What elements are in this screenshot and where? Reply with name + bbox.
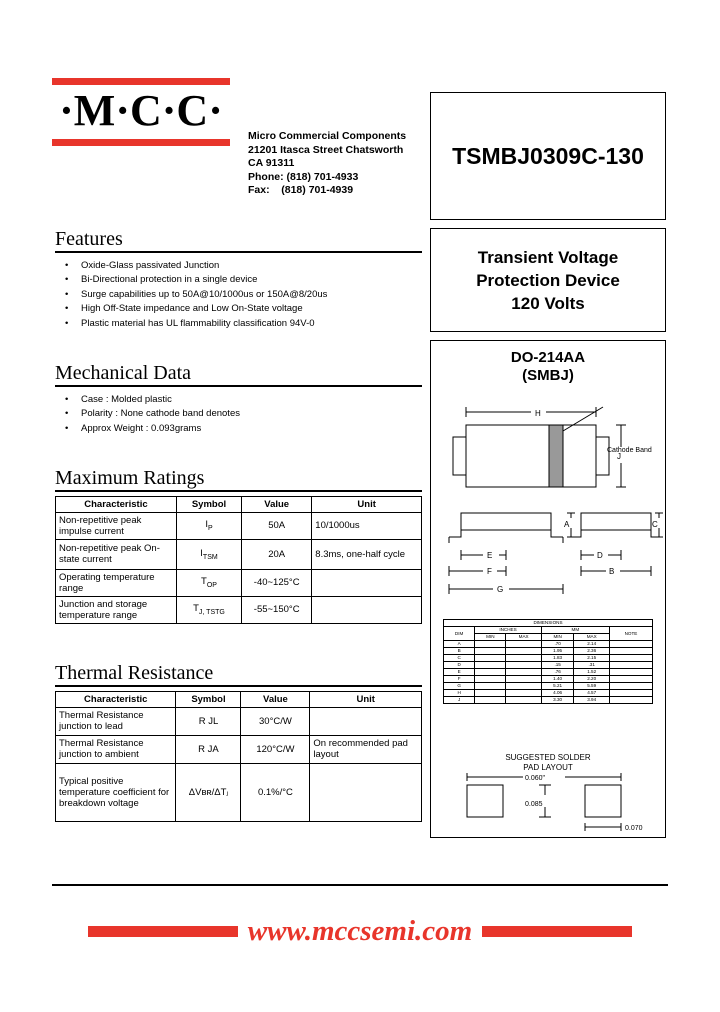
table-row — [444, 683, 653, 690]
cell-characteristic: Thermal Resistance junction to ambient — [56, 735, 176, 763]
table-row — [56, 512, 422, 539]
footer — [0, 915, 720, 948]
table-row — [444, 697, 653, 704]
col-mm-max: MAX — [574, 634, 609, 641]
col-unit: Unit — [312, 496, 422, 512]
cell-note — [609, 697, 652, 704]
company-address — [248, 130, 438, 198]
features-title: Features — [55, 228, 123, 250]
cell-dim: E — [444, 669, 475, 676]
cell-unit — [312, 596, 422, 623]
cell-dim: J — [444, 697, 475, 704]
cell-in-max — [506, 648, 541, 655]
cell-in-max — [506, 669, 541, 676]
mechanical-data-section — [55, 362, 422, 436]
cathode-band-label: Cathode Band — [607, 447, 652, 454]
cell-mm-max: 2.20 — [574, 676, 609, 683]
cell-in-max — [506, 697, 541, 704]
thermal-resistance-section — [55, 662, 422, 822]
features-section — [55, 228, 422, 331]
table-row — [444, 641, 653, 648]
logo-text: ·M·C·C· — [59, 86, 223, 135]
cell-unit: 8.3ms, one-half cycle — [312, 539, 422, 569]
col-symbol: Symbol — [176, 496, 241, 512]
symbol-sub: OP — [206, 581, 217, 589]
cell-in-max — [506, 690, 541, 697]
cell-mm-max: 3.94 — [574, 697, 609, 704]
cell-unit — [310, 707, 422, 735]
cell-symbol: R JL — [176, 707, 241, 735]
svg-text:H: H — [535, 409, 541, 418]
cell-in-min — [475, 676, 506, 683]
mechanical-text: Case : Molded plastic — [81, 393, 172, 405]
feature-text: Bi-Directional protection in a single device — [81, 274, 258, 285]
cell-dim: A — [444, 641, 475, 648]
mechanical-data-list — [55, 393, 422, 437]
footer-divider — [52, 884, 668, 886]
table-row — [444, 648, 653, 655]
cell-symbol — [176, 512, 241, 539]
table-row — [56, 539, 422, 569]
table-header-row — [56, 691, 422, 707]
table-header-row — [56, 496, 422, 512]
bullet-icon: • — [65, 317, 69, 329]
symbol-sub: J, TSTG — [198, 608, 225, 616]
feature-text: Oxide-Glass passivated Junction — [81, 259, 220, 271]
cell-mm-max: .31 — [574, 662, 609, 669]
table-row — [444, 662, 653, 669]
cell-value: -55~150°C — [242, 596, 312, 623]
table-header-row — [444, 627, 653, 634]
cell-in-min — [475, 683, 506, 690]
svg-text:C: C — [652, 520, 658, 529]
bullet-icon: • — [65, 393, 69, 405]
mechanical-data-rule — [55, 385, 422, 387]
cell-note — [609, 641, 652, 648]
solder-pad-title-1: SUGGESTED SOLDER — [505, 753, 591, 762]
cell-unit — [310, 763, 422, 821]
company-fax: Fax: (818) 701-4939 — [248, 184, 354, 196]
col-symbol: Symbol — [176, 691, 241, 707]
mechanical-text: Polarity : None cathode band denotes — [81, 408, 240, 419]
col-inches: INCHES — [475, 627, 542, 634]
cell-dim: G — [444, 683, 475, 690]
list-item — [55, 259, 422, 274]
col-mm-min: MIN — [541, 634, 574, 641]
table-row — [444, 669, 653, 676]
cell-dim: D — [444, 662, 475, 669]
svg-text:A: A — [564, 520, 570, 529]
feature-text: Plastic material has UL flammability classification 94V-0 — [81, 317, 315, 329]
cell-in-max — [506, 655, 541, 662]
cell-mm-min: 4.06 — [541, 690, 574, 697]
cell-value: 0.1%/°C — [241, 763, 310, 821]
symbol-sub: P — [207, 524, 213, 532]
symbol-main: T — [201, 576, 207, 588]
svg-text:0.060": 0.060" — [525, 775, 546, 782]
table-row — [56, 596, 422, 623]
cell-in-max — [506, 662, 541, 669]
features-rule — [55, 251, 422, 253]
thermal-resistance-table — [55, 691, 422, 822]
maximum-ratings-title: Maximum Ratings — [55, 467, 205, 489]
svg-text:G: G — [497, 585, 504, 594]
cell-mm-min: 1.95 — [541, 648, 574, 655]
cell-in-min — [475, 655, 506, 662]
symbol-sub: TSM — [202, 553, 218, 561]
col-value: Value — [242, 496, 312, 512]
features-list — [55, 259, 422, 332]
cell-value: 50A — [242, 512, 312, 539]
col-unit: Unit — [310, 691, 422, 707]
svg-text:B: B — [609, 567, 615, 576]
col-value: Value — [241, 691, 310, 707]
cell-in-min — [475, 697, 506, 704]
cell-in-min — [475, 669, 506, 676]
device-line-1: Transient Voltage — [477, 247, 619, 267]
logo-bar-bottom — [52, 139, 230, 146]
table-row — [56, 707, 422, 735]
cell-mm-max: 1.52 — [574, 669, 609, 676]
website-url[interactable]: www.mccsemi.com — [247, 915, 473, 947]
cell-characteristic: Thermal Resistance junction to lead — [56, 707, 176, 735]
thermal-resistance-rule — [55, 685, 422, 687]
footer-bar-right — [482, 926, 632, 937]
cell-mm-max: 5.59 — [574, 683, 609, 690]
svg-text:0.070: 0.070 — [625, 825, 643, 832]
col-dim: DIM — [444, 627, 475, 641]
company-address-line2: CA 91311 — [248, 157, 295, 169]
list-item — [55, 422, 422, 437]
list-item — [55, 273, 422, 288]
col-in-max: MAX — [506, 634, 541, 641]
cell-in-min — [475, 662, 506, 669]
dimensions-table — [443, 619, 653, 704]
cell-note — [609, 655, 652, 662]
cell-in-min — [475, 690, 506, 697]
list-item — [55, 407, 422, 422]
bullet-icon: • — [65, 408, 69, 419]
cell-in-max — [506, 676, 541, 683]
bullet-icon: • — [65, 288, 69, 300]
cell-characteristic: Non-repetitive peak impulse current — [56, 512, 177, 539]
bullet-icon: • — [65, 259, 69, 271]
company-address-line1: 21201 Itasca Street Chatsworth — [248, 143, 404, 156]
cell-symbol: R JA — [176, 735, 241, 763]
solder-pad-title-2: PAD LAYOUT — [523, 763, 573, 772]
company-phone: Phone: (818) 701-4933 — [248, 170, 359, 183]
cell-mm-min: 3.30 — [541, 697, 574, 704]
cell-mm-max: 2.14 — [574, 641, 609, 648]
logo-bar-top — [52, 78, 230, 85]
table-row — [444, 655, 653, 662]
table-row — [56, 569, 422, 596]
cell-unit — [312, 569, 422, 596]
col-characteristic: Characteristic — [56, 691, 176, 707]
table-row — [56, 735, 422, 763]
list-item — [55, 302, 422, 317]
cell-value: 20A — [242, 539, 312, 569]
company-logo — [52, 78, 230, 146]
cell-mm-min: .15 — [541, 662, 574, 669]
list-item — [55, 317, 422, 332]
col-mm: MM — [541, 627, 609, 634]
cell-mm-max: 4.57 — [574, 690, 609, 697]
cell-in-min — [475, 641, 506, 648]
cell-note — [609, 662, 652, 669]
cell-unit: 10/1000us — [312, 512, 422, 539]
table-row — [444, 676, 653, 683]
svg-text:D: D — [597, 551, 603, 560]
svg-text:E: E — [487, 551, 493, 560]
solder-pad-title — [431, 753, 665, 773]
table-row — [444, 690, 653, 697]
part-number: TSMBJ0309C-130 — [452, 142, 644, 169]
list-item — [55, 288, 422, 303]
cell-mm-min: .76 — [541, 669, 574, 676]
company-name: Micro Commercial Components — [248, 130, 407, 142]
cell-in-max — [506, 683, 541, 690]
cell-mm-max: 2.36 — [574, 648, 609, 655]
cell-dim: B — [444, 648, 475, 655]
cell-symbol: ΔVʙʀ/ΔTⱼ — [176, 763, 241, 821]
cell-value: 120°C/W — [241, 735, 310, 763]
col-characteristic: Characteristic — [56, 496, 177, 512]
col-in-min: MIN — [475, 634, 506, 641]
bullet-icon: • — [65, 303, 69, 314]
cell-symbol — [176, 539, 241, 569]
package-title-1: DO-214AA — [510, 349, 586, 366]
col-note: NOTE — [609, 627, 652, 641]
cell-symbol — [176, 569, 241, 596]
thermal-resistance-title: Thermal Resistance — [55, 662, 214, 684]
svg-text:J: J — [617, 452, 621, 461]
package-outline-box — [430, 340, 666, 838]
svg-text:F: F — [487, 567, 492, 576]
package-title-2: (SMBJ) — [522, 367, 574, 384]
cell-mm-min: 1.40 — [541, 676, 574, 683]
cell-note — [609, 648, 652, 655]
symbol-main: I — [205, 519, 208, 531]
cell-note — [609, 676, 652, 683]
dimensions-title: DIMENSIONS — [444, 620, 653, 627]
cell-in-min — [475, 648, 506, 655]
cell-note — [609, 690, 652, 697]
device-line-3: 120 Volts — [511, 293, 585, 313]
part-number-box — [430, 92, 666, 220]
table-row — [56, 763, 422, 821]
cell-note — [609, 683, 652, 690]
bullet-icon: • — [65, 274, 69, 285]
cell-in-max — [506, 641, 541, 648]
cell-characteristic: Typical positive temperature coefficient for breakdown voltage — [56, 763, 176, 821]
footer-bar-left — [88, 926, 238, 937]
bullet-icon: • — [65, 422, 69, 434]
cell-dim: C — [444, 655, 475, 662]
maximum-ratings-table — [55, 496, 422, 624]
list-item — [55, 393, 422, 408]
cell-symbol — [176, 596, 241, 623]
cell-mm-max: 2.15 — [574, 655, 609, 662]
svg-text:0.085: 0.085 — [525, 801, 543, 808]
cell-mm-min: 1.83 — [541, 655, 574, 662]
solder-pad-svg — [453, 773, 648, 833]
device-description-box — [430, 228, 666, 332]
mechanical-data-title: Mechanical Data — [55, 362, 192, 384]
mechanical-text: Approx Weight : 0.093grams — [81, 422, 202, 434]
dimensions-table-title-row — [444, 620, 653, 627]
device-line-2: Protection Device — [476, 270, 620, 290]
symbol-main: I — [200, 547, 203, 559]
symbol-main: T — [193, 603, 199, 615]
cell-mm-min: .70 — [541, 641, 574, 648]
cell-dim: H — [444, 690, 475, 697]
feature-text: Surge capabilities up to 50A@10/1000us or 150A@8/20us — [81, 288, 328, 300]
cell-mm-min: 5.21 — [541, 683, 574, 690]
maximum-ratings-rule — [55, 490, 422, 492]
cell-dim: F — [444, 676, 475, 683]
cell-unit: On recommended pad layout — [310, 735, 422, 763]
cell-note — [609, 669, 652, 676]
cell-value: -40~125°C — [242, 569, 312, 596]
cell-characteristic: Non-repetitive peak On-state current — [56, 539, 177, 569]
feature-text: High Off-State impedance and Low On-State voltage — [81, 303, 303, 314]
cell-characteristic: Junction and storage temperature range — [56, 596, 177, 623]
cell-characteristic: Operating temperature range — [56, 569, 177, 596]
maximum-ratings-section — [55, 467, 422, 624]
cell-value: 30°C/W — [241, 707, 310, 735]
